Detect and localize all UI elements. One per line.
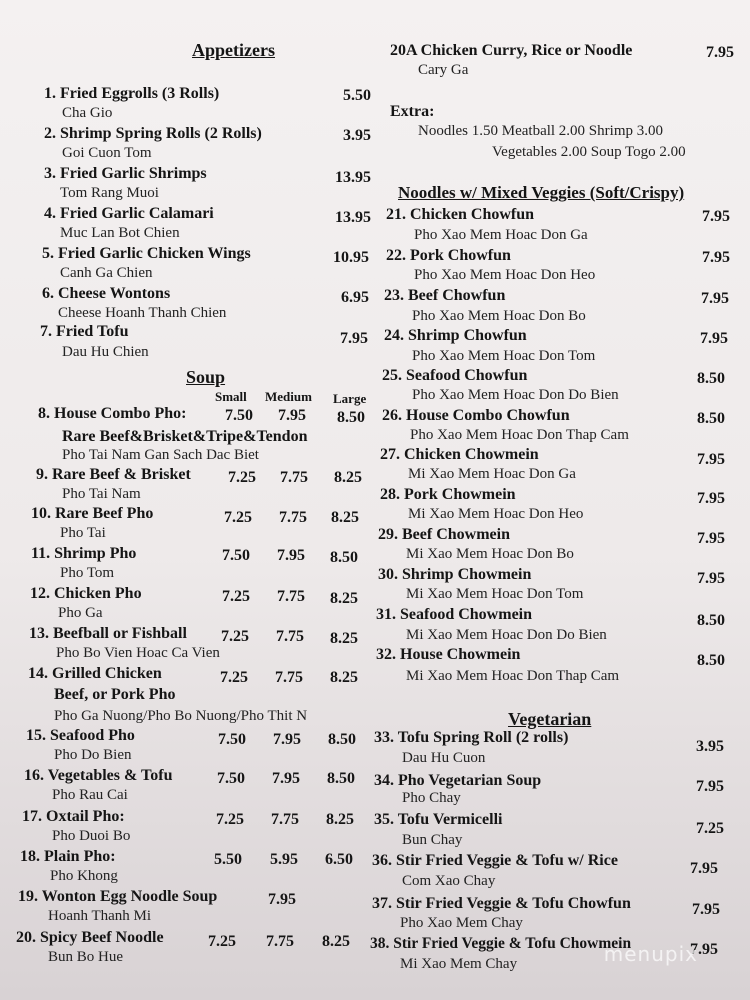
item-price: 7.95 [702, 249, 730, 266]
item-name: 28. Pork Chowmein [380, 486, 516, 503]
item-viet: Pho Xao Mem Chay [400, 915, 523, 931]
item-viet: Cheese Hoanh Thanh Chien [58, 305, 227, 321]
item-price: 7.95 [700, 330, 728, 347]
item-viet: Mi Xao Mem Hoac Don Ga [408, 466, 576, 482]
item-viet: Pho Xao Mem Hoac Don Tom [412, 348, 596, 364]
item-name: 4. Fried Garlic Calamari [44, 205, 214, 222]
item-name: 24. Shrimp Chowfun [384, 327, 527, 344]
item-price: 7.95 [690, 941, 718, 958]
price-large: 8.25 [330, 630, 358, 647]
appetizers-heading: Appetizers [192, 40, 275, 60]
item-price: 8.50 [697, 652, 725, 669]
item-viet: Dau Hu Cuon [402, 750, 486, 766]
price-large: 8.50 [327, 770, 355, 787]
item-name: 8. House Combo Pho: [38, 405, 187, 422]
item-viet: Canh Ga Chien [60, 265, 153, 281]
item-viet: Pho Tom [60, 565, 115, 581]
price-small: 7.25 [222, 588, 250, 605]
item-viet: Pho Tai [60, 525, 106, 541]
price-medium: 7.75 [279, 509, 307, 526]
item-price: 10.95 [333, 249, 369, 266]
price-medium: 7.75 [271, 811, 299, 828]
size-small-label: Small [215, 389, 247, 404]
item-viet: Pho Xao Mem Hoac Don Bo [412, 308, 586, 324]
price-medium: 7.75 [277, 588, 305, 605]
item-name: 12. Chicken Pho [30, 585, 142, 602]
item-price: 6.95 [341, 289, 369, 306]
price-large: 8.25 [326, 811, 354, 828]
item-viet: Pho Bo Vien Hoac Ca Vien [56, 645, 220, 661]
item-name-line2: Rare Beef&Brisket&Tripe&Tendon [62, 428, 308, 445]
item-price: 13.95 [335, 169, 371, 186]
price-medium: 7.75 [280, 469, 308, 486]
price-medium: 7.95 [268, 891, 296, 908]
item-name: 15. Seafood Pho [26, 727, 135, 744]
size-medium-label: Medium [265, 389, 312, 404]
item-price: 8.50 [697, 370, 725, 387]
item-viet: Bun Chay [402, 832, 463, 848]
item-name: 38. Stir Fried Veggie & Tofu Chowmein [370, 935, 632, 952]
item-price: 7.25 [696, 820, 724, 837]
price-small: 7.50 [225, 407, 253, 424]
price-medium: 7.75 [276, 628, 304, 645]
price-large: 8.25 [334, 469, 362, 486]
item-name: 27. Chicken Chowmein [380, 446, 539, 463]
item-viet: Pho Tai Nam Gan Sach Dac Biet [62, 447, 259, 463]
price-medium: 7.95 [273, 731, 301, 748]
item-viet: Cha Gio [62, 105, 113, 121]
price-large: 8.50 [328, 731, 356, 748]
item-price: 7.95 [702, 208, 730, 225]
item-viet: Pho Duoi Bo [52, 828, 131, 844]
price-small: 7.50 [218, 731, 246, 748]
item-viet: Pho Khong [50, 868, 118, 884]
item-name: 30. Shrimp Chowmein [378, 566, 532, 583]
item-viet: Com Xao Chay [402, 873, 496, 889]
item-name-line2: Beef, or Pork Pho [54, 686, 176, 703]
item-name: 3. Fried Garlic Shrimps [44, 165, 207, 182]
extra-line-2: Vegetables 2.00 Soup Togo 2.00 [492, 144, 686, 160]
item-viet: Pho Ga [58, 605, 103, 621]
vegetarian-heading: Vegetarian [508, 709, 592, 729]
item-name: 20. Spicy Beef Noodle [16, 929, 164, 946]
price-small: 7.50 [222, 547, 250, 564]
item-viet: Hoanh Thanh Mi [48, 908, 152, 924]
item-viet: Pho Rau Cai [52, 787, 128, 803]
price-large: 8.25 [322, 933, 350, 950]
item-viet: Mi Xao Mem Hoac Don Bo [406, 546, 574, 562]
item-price: 7.95 [706, 44, 734, 61]
item-price: 5.50 [343, 87, 371, 104]
item-viet: Mi Xao Mem Chay [400, 956, 518, 972]
item-price: 7.95 [697, 530, 725, 547]
item-name: 26. House Combo Chowfun [382, 407, 570, 424]
price-small: 7.25 [216, 811, 244, 828]
item-name: 1. Fried Eggrolls (3 Rolls) [44, 85, 220, 102]
item-price: 7.95 [701, 290, 729, 307]
item-viet: Bun Bo Hue [48, 949, 123, 965]
item-viet: Pho Ga Nuong/Pho Bo Nuong/Pho Thit N [54, 708, 308, 724]
item-name: 18. Plain Pho: [20, 848, 116, 865]
price-small: 7.25 [208, 933, 236, 950]
item-name: 20A Chicken Curry, Rice or Noodle [390, 42, 633, 59]
price-small: 7.25 [224, 509, 252, 526]
item-price: 7.95 [697, 451, 725, 468]
item-price: 8.50 [697, 612, 725, 629]
item-viet: Cary Ga [418, 62, 469, 78]
item-viet: Mi Xao Mem Hoac Don Tom [406, 586, 584, 602]
price-large: 8.25 [330, 669, 358, 686]
size-large-label: Large [333, 391, 367, 406]
extra-line-1: Noodles 1.50 Meatball 2.00 Shrimp 3.00 [418, 123, 663, 139]
item-name: 16. Vegetables & Tofu [24, 767, 173, 784]
item-name: 5. Fried Garlic Chicken Wings [42, 245, 251, 262]
item-name: 31. Seafood Chowmein [376, 606, 533, 623]
noodles-heading: Noodles w/ Mixed Veggies (Soft/Crispy) [398, 183, 685, 202]
item-viet: Mi Xao Mem Hoac Don Heo [408, 506, 584, 522]
item-viet: Pho Xao Mem Hoac Don Ga [414, 227, 588, 243]
price-large: 8.25 [331, 509, 359, 526]
item-viet: Tom Rang Muoi [60, 185, 159, 201]
price-medium: 7.95 [277, 547, 305, 564]
price-medium: 5.95 [270, 851, 298, 868]
item-name: 11. Shrimp Pho [31, 545, 137, 562]
price-small: 7.50 [217, 770, 245, 787]
item-viet: Mi Xao Mem Hoac Don Thap Cam [406, 668, 620, 684]
price-large: 8.50 [337, 409, 365, 426]
item-name: 22. Pork Chowfun [386, 247, 511, 264]
price-small: 7.25 [220, 669, 248, 686]
item-name: 2. Shrimp Spring Rolls (2 Rolls) [44, 125, 262, 142]
price-small: 7.25 [221, 628, 249, 645]
item-name: 34. Pho Vegetarian Soup [374, 772, 542, 789]
item-viet: Mi Xao Mem Hoac Don Do Bien [406, 627, 607, 643]
price-medium: 7.75 [266, 933, 294, 950]
price-small: 5.50 [214, 851, 242, 868]
item-name: 14. Grilled Chicken [28, 665, 162, 682]
item-viet: Pho Do Bien [54, 747, 132, 763]
item-price: 7.95 [696, 778, 724, 795]
item-name: 13. Beefball or Fishball [29, 625, 187, 642]
price-large: 8.50 [330, 549, 358, 566]
item-name: 35. Tofu Vermicelli [374, 811, 503, 828]
item-price: 7.95 [697, 490, 725, 507]
watermark-logo: menupix [603, 942, 698, 966]
price-medium: 7.75 [275, 669, 303, 686]
item-name: 36. Stir Fried Veggie & Tofu w/ Rice [372, 852, 618, 869]
price-large: 6.50 [325, 851, 353, 868]
item-name: 10. Rare Beef Pho [31, 505, 154, 522]
item-viet: Pho Xao Mem Hoac Don Heo [414, 267, 596, 283]
item-price: 3.95 [343, 127, 371, 144]
item-name: 19. Wonton Egg Noodle Soup [18, 888, 218, 905]
price-medium: 7.95 [278, 407, 306, 424]
item-name: 17. Oxtail Pho: [22, 808, 125, 825]
item-name: 7. Fried Tofu [40, 323, 129, 340]
item-name: 23. Beef Chowfun [384, 287, 506, 304]
item-name: 32. House Chowmein [376, 646, 521, 663]
item-viet: Pho Xao Mem Hoac Don Do Bien [412, 387, 619, 403]
item-price: 7.95 [697, 570, 725, 587]
item-price: 7.95 [692, 901, 720, 918]
price-small: 7.25 [228, 469, 256, 486]
item-name: 33. Tofu Spring Roll (2 rolls) [374, 729, 569, 746]
price-medium: 7.95 [272, 770, 300, 787]
item-price: 13.95 [335, 209, 371, 226]
item-price: 3.95 [696, 738, 724, 755]
item-viet: Pho Tai Nam [62, 486, 141, 502]
item-name: 37. Stir Fried Veggie & Tofu Chowfun [372, 895, 631, 912]
item-viet: Pho Chay [402, 790, 461, 806]
item-viet: Pho Xao Mem Hoac Don Thap Cam [410, 427, 629, 443]
item-name: 9. Rare Beef & Brisket [36, 466, 191, 483]
extra-label: Extra: [390, 103, 435, 120]
item-name: 25. Seafood Chowfun [382, 367, 528, 384]
item-price: 7.95 [340, 330, 368, 347]
item-viet: Muc Lan Bot Chien [60, 225, 180, 241]
item-name: 6. Cheese Wontons [42, 285, 171, 302]
item-name: 29. Beef Chowmein [378, 526, 510, 543]
item-price: 8.50 [697, 410, 725, 427]
price-large: 8.25 [330, 590, 358, 607]
item-name: 21. Chicken Chowfun [386, 206, 535, 223]
soup-heading: Soup [186, 367, 226, 387]
item-price: 7.95 [690, 860, 718, 877]
item-viet: Dau Hu Chien [62, 344, 149, 360]
item-viet: Goi Cuon Tom [62, 145, 152, 161]
